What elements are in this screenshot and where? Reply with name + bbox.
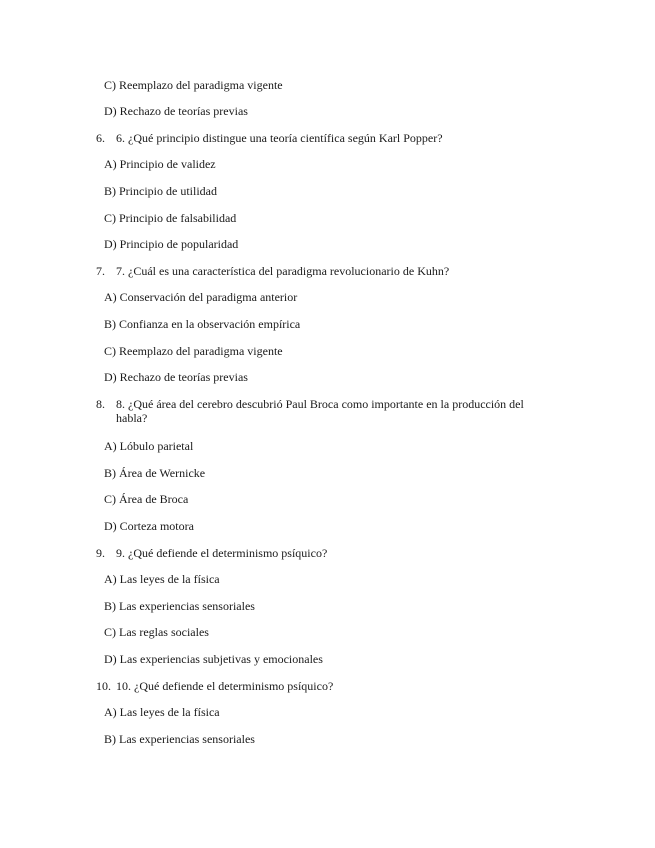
- question-9-option-a: A) Las leyes de la física: [104, 572, 220, 586]
- question-7-option-c: C) Reemplazo del paradigma vigente: [104, 344, 283, 358]
- question-6-text: 6. ¿Qué principio distingue una teoría científica según Karl Popper?: [116, 131, 443, 145]
- question-6-option-d: D) Principio de popularidad: [104, 237, 239, 251]
- question-7-text: 7. ¿Cuál es una característica del paradigma revolucionario de Kuhn?: [116, 264, 450, 278]
- question-9-option-d: D) Las experiencias subjetivas y emocionales: [104, 652, 323, 666]
- question-7-option-b: B) Confianza en la observación empírica: [104, 317, 301, 331]
- question-8-text: 8. ¿Qué área del cerebro descubrió Paul Broca como importante en la producción del habla?: [116, 397, 524, 425]
- option-d-prev: D) Rechazo de teorías previas: [104, 104, 248, 118]
- question-8-option-a: A) Lóbulo parietal: [104, 439, 194, 453]
- question-7-option-a: A) Conservación del paradigma anterior: [104, 290, 298, 304]
- question-10-option-b: B) Las experiencias sensoriales: [104, 732, 255, 746]
- question-9-number: 9.: [96, 546, 105, 560]
- question-10-option-a: A) Las leyes de la física: [104, 705, 220, 719]
- question-8-number: 8.: [96, 397, 105, 411]
- question-8-option-b: B) Área de Wernicke: [104, 466, 206, 480]
- question-6-number: 6.: [96, 131, 105, 145]
- option-c-prev: C) Reemplazo del paradigma vigente: [104, 78, 283, 92]
- question-10-number: 10.: [96, 679, 111, 693]
- question-7-option-d: D) Rechazo de teorías previas: [104, 370, 248, 384]
- question-7-number: 7.: [96, 264, 105, 278]
- question-6-option-a: A) Principio de validez: [104, 157, 216, 171]
- question-6-option-c: C) Principio de falsabilidad: [104, 211, 237, 225]
- question-9-option-c: C) Las reglas sociales: [104, 625, 209, 639]
- question-6-option-b: B) Principio de utilidad: [104, 184, 217, 198]
- question-8-option-c: C) Área de Broca: [104, 492, 189, 506]
- question-9-text: 9. ¿Qué defiende el determinismo psíquico?: [116, 546, 328, 560]
- question-8-option-d: D) Corteza motora: [104, 519, 194, 533]
- question-9-option-b: B) Las experiencias sensoriales: [104, 599, 255, 613]
- question-10-text: 10. ¿Qué defiende el determinismo psíquico?: [116, 679, 334, 693]
